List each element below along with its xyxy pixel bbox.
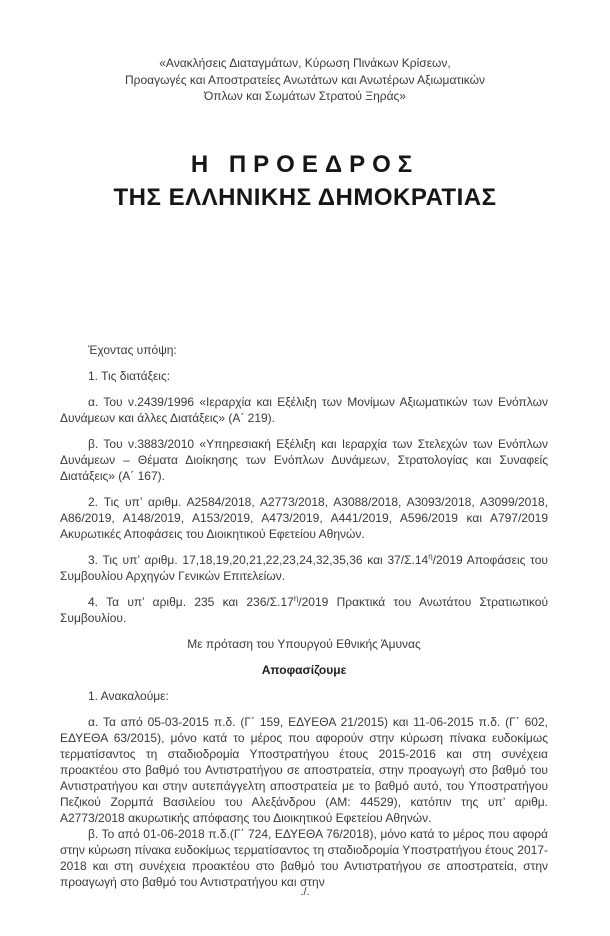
preamble-item-4-superscript: η <box>293 594 299 603</box>
decision-item-1-intro: 1. Ανακαλούμε: <box>88 689 169 703</box>
header-quote-line-1: «Ανακλήσεις Διαταγμάτων, Κύρωση Πινάκων Κρίσεων, <box>159 56 451 70</box>
header-quote-line-2: Προαγωγές και Αποστρατείες Ανωτάτων και Ανωτέρων Αξιωματικών <box>124 72 486 87</box>
preamble-item-1a: α. Του ν.2439/1996 «Ιεραρχία και Εξέλιξη των Μονίμων Αξιωματικών των Ενόπλων Δυνάμεων και άλλες Διατάξεις» (Α΄ 219). <box>60 395 548 425</box>
preamble-item-3 <box>60 552 548 584</box>
page-title-line-2: ΤΗΣ ΕΛΛΗΝΙΚΗΣ ΔΗΜΟΚΡΑΤΙΑΣ <box>113 183 497 211</box>
page-continuation-mark: ./. <box>300 886 310 898</box>
decision-heading: Αποφασίζουμε <box>261 663 347 677</box>
preamble-item-1-intro: 1. Τις διατάξεις: <box>88 369 171 383</box>
preamble-item-3-text-after: /2019 Αποφάσεις του Συμβουλίου Αρχηγών Γενικών Επιτελείων. <box>60 553 548 583</box>
page-title-line-1: Η ΠΡΟΕΔΡΟΣ <box>190 150 420 178</box>
preamble-item-3-text: 3. Τις υπ’ αριθμ. 17,18,19,20,21,22,23,24,32,35,36 και 37/Σ.14 <box>88 553 429 567</box>
preamble-item-2: 2. Τις υπ’ αριθμ. Α2584/2018, Α2773/2018, Α3088/2018, Α3093/2018, Α3099/2018, Α86/2019, Α148/2019, Α153/2019, Α473/2019, Α441/2019, Α596/2019 και Α797/2019 Ακυρωτικές Αποφάσεις του Διοικητικού Εφετείου Αθηνών. <box>60 495 548 541</box>
decision-item-1a: α. Τα από 05-03-2015 π.δ. (Γ΄ 159, ΕΔΥΕΘΑ 21/2015) και 11-06-2015 π.δ. (Γ΄ 602, ΕΔΥΕΘΑ 63/2015), μόνο κατά το μέρος που αφορούν στην κύρωση πίνακα ευδοκίμως τερματίσαντος τη σταδιοδρομία Υποστρατήγου έτους 2015-2016 και στη συνέχεια προακτέου στο βαθμό του Αντιστρατήγου σε αποστρατεία, στην προαγωγή στο βαθμό του Αντιστρατήγου και στην αυτεπάγγελτη αποστρατεία με το βαθμό αυτό, του Υποστρατήγου Πεζικού Ζορμπά Βασιλείου του Αλεξάνδρου (ΑΜ: 44529), κατόπιν της υπ’ αριθμ. Α2773/2018 ακυρωτικής απόφασης του Διοικητικού Εφετείου Αθηνών. <box>60 715 548 825</box>
preamble-item-4-text: 4. Τα υπ’ αριθμ. 235 και 236/Σ.17 <box>88 595 294 609</box>
preamble-item-1b: β. Του ν.3883/2010 «Υπηρεσιακή Εξέλιξη και Ιεραρχία των Στελεχών των Ενόπλων Δυνάμεων – Θέματα Διοίκησης των Ενόπλων Δυνάμεων, Στρατολογίας και Συναφείς Διατάξεις» (Α΄ 167). <box>60 437 548 483</box>
header-quote-line-3: Όπλων και Σωμάτων Στρατού Ξηράς» <box>204 89 406 103</box>
preamble-item-3-superscript: η <box>428 552 433 561</box>
decision-item-1b: β. Το από 01-06-2018 π.δ.(Γ΄ 724, ΕΔΥΕΘΑ 76/2018), μόνο κατά το μέρος που αφορά στην κύρωση πίνακα ευδοκίμως τερματίσαντος τη σταδιοδρομία Υποστρατήγου έτους 2017-2018 και στη συνέχεια προακτέου στο βαθμό του Αντιστρατήγου σε αποστρατεία, στην προαγωγή στο βαθμό του Αντιστρατήγου και στην <box>60 827 548 889</box>
preamble-item-4 <box>60 594 548 626</box>
document-body <box>60 342 548 890</box>
minister-proposal-line: Με πρόταση του Υπουργού Εθνικής Άμυνας <box>187 637 421 651</box>
preamble-having-regard: Έχοντας υπόψη: <box>88 343 177 357</box>
page-title <box>0 151 610 213</box>
preamble-item-4-text-after: /2019 Πρακτικά του Ανωτάτου Στρατιωτικού Συμβουλίου. <box>60 595 549 625</box>
header-quote <box>0 0 610 105</box>
